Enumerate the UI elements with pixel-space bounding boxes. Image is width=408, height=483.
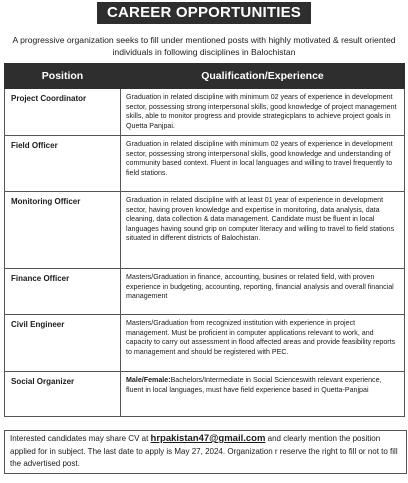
position-title: Monitoring Officer	[5, 192, 121, 269]
qualification-text: Masters/Graduation in finance, accounting, busines or related field, with proven experience in budgeting, accounting, reporting, financial analysis and overall financial management	[121, 269, 405, 315]
position-title: Project Coordinator	[5, 89, 121, 136]
table-row	[5, 372, 405, 417]
position-title: Finance Officer	[5, 269, 121, 315]
intro-text: A progressive organization seeks to fill under mentioned posts with highly motivated & result oriented individuals in following disciplines in Balochistan	[12, 35, 396, 57]
footer-text-after-email: and clearly mention the position applied for in subject. The last date to apply is May 27, 2024. Organization r reserve the right to fill or not to fill the advertised post.	[10, 434, 398, 469]
footer-text-before-email: Interested candidates may share CV at	[10, 434, 149, 443]
email-address[interactable]: hrpakistan47@gmail.com	[150, 433, 266, 444]
table-row	[5, 136, 405, 192]
position-title: Field Officer	[5, 136, 121, 192]
gender-label: Male/Female:	[126, 376, 171, 384]
position-column-header: Position	[5, 64, 121, 89]
position-title: Civil Engineer	[5, 315, 121, 372]
table-row	[5, 89, 405, 136]
table-row	[5, 315, 405, 372]
table-header-row	[5, 64, 405, 89]
table-row	[5, 192, 405, 269]
application-instructions	[4, 430, 407, 474]
qualification-text: Graduation in related discipline with minimum 02 years of experience in development sector, possessing strong interpersonal skills, good knowledge of project management skills, able to monitor progress and provide strategicplans to achieve project goals in Quetta Panjpai.	[121, 89, 405, 136]
position-title: Social Organizer	[5, 372, 121, 417]
qualification-text: Graduation in related discipline with at least 01 year of experience in development sector, having proven knowledge and expertise in monitoring, data analysis, data cleaning, data collection & data management. Candidate must be fluent in local languages having sound grip on computer literacy and willing to travel to field stations situated in different districts of Balochistan.	[121, 192, 405, 269]
qualification-column-header: Qualification/Experience	[121, 64, 405, 89]
qualification-text: Graduation in related discipline with minimum 02 years of experience in development sector, possessing strong interpersonal skills, good knowledge and understanding of community based context. Fluent in local languages and willing to travel frequently to field stations.	[121, 136, 405, 192]
table-row	[5, 269, 405, 315]
title-bar	[0, 2, 408, 24]
page-title: CAREER OPPORTUNITIES	[97, 2, 311, 24]
positions-table	[4, 63, 405, 417]
qualification-text: Masters/Graduation from recognized institution with experience in project management. Must be proficient in computer applications relevant to work, and capacity to carry out assessment in flood affected areas and provide feasibility reports to management and should be registered with PEC.	[121, 315, 405, 372]
qualification-detail: Bachelors/Intermediate in Social Scienceswith relevant experience, fluent in local languages, must have field experience based in Quetta-Panjpai	[126, 376, 382, 394]
qualification-text	[121, 372, 405, 417]
